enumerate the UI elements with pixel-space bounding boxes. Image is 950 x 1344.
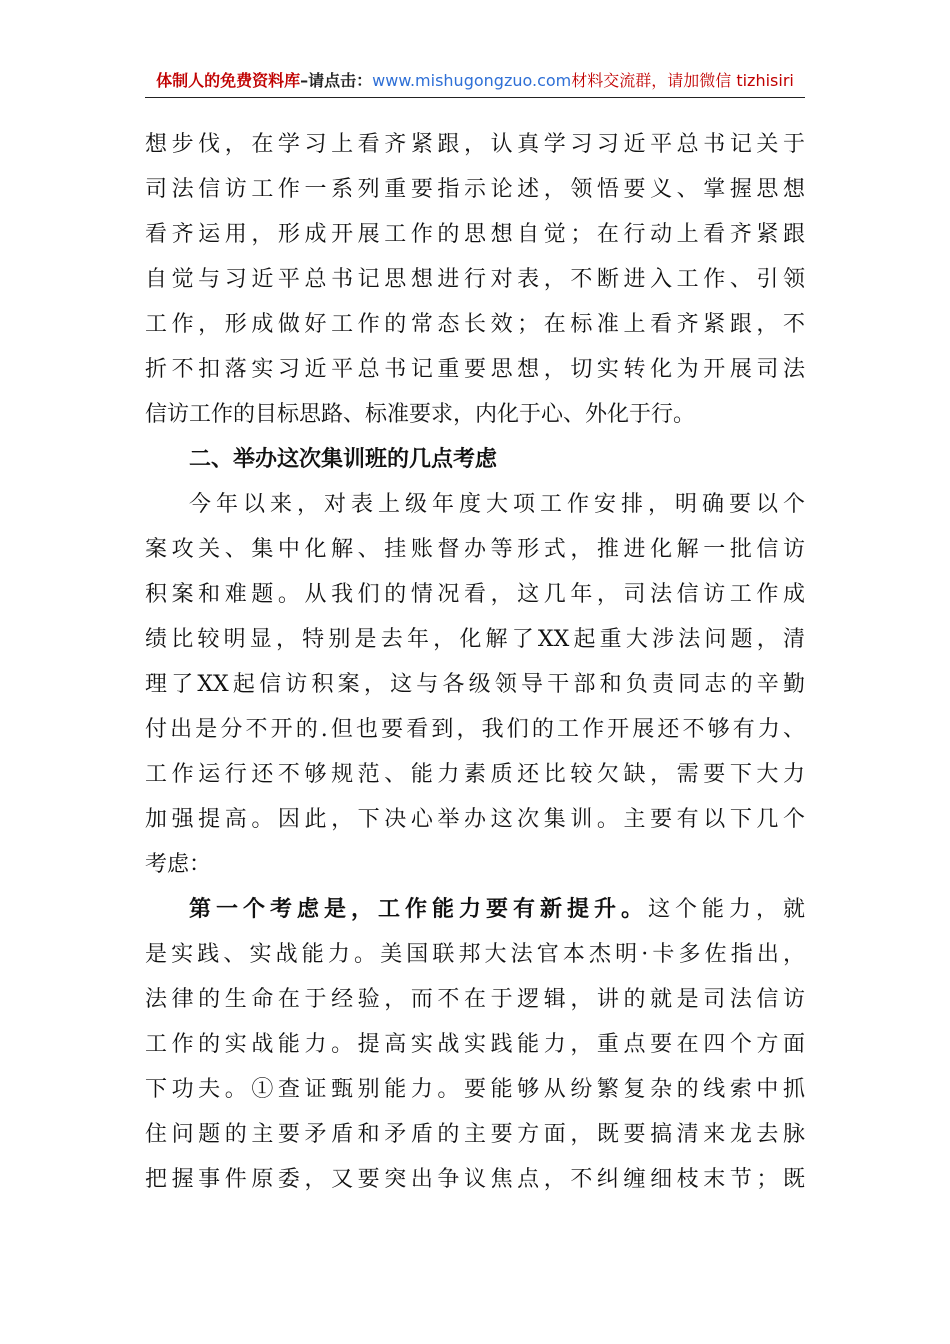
paragraph-line: 今年以来，对表上级年度大项工作安排，明确要以个 — [189, 492, 805, 517]
paragraph-line: 加强提高。因此，下决心举办这次集训。主要有以下几个 — [145, 807, 805, 832]
document-body — [145, 122, 805, 1202]
paragraph-line: 是实践、实战能力。美国联邦大法官本杰明·卡多佐指出， — [145, 942, 805, 967]
bold-lead: 第一个考虑是，工作能力要有新提升。 — [189, 897, 648, 922]
paragraph-line: 案攻关、集中化解、挂账督办等形式，推进化解一批信访 — [145, 537, 805, 562]
header-prompt: –请点击： — [300, 71, 373, 90]
body-line: 想步伐，在学习上看齐紧跟，认真学习习近平总书记关于 — [145, 132, 805, 157]
paragraph-line: 下功夫。①查证甄别能力。要能够从纷繁复杂的线索中抓 — [145, 1077, 805, 1102]
body-line: 自觉与习近平总书记思想进行对表，不断进入工作、引领 — [145, 267, 805, 292]
section-heading: 二、举办这次集训班的几点考虑 — [189, 447, 498, 472]
header-url-link[interactable]: www.mishugongzuo.com — [372, 71, 572, 90]
body-line: 信访工作的目标思路、标准要求，内化于心、外化于行。 — [145, 402, 696, 427]
header-brand: 体制人的免费资料库 — [156, 71, 301, 90]
paragraph-line: 考虑： — [145, 852, 212, 877]
paragraph-first-line — [145, 887, 805, 932]
paragraph-line: 积案和难题。从我们的情况看，这几年，司法信访工作成 — [145, 582, 805, 607]
paragraph-line: 把握事件原委，又要突出争议焦点，不纠缠细枝末节；既 — [145, 1167, 805, 1192]
paragraph-line: 付出是分不开的.但也要看到，我们的工作开展还不够有力、 — [145, 717, 805, 742]
page-header — [145, 64, 805, 98]
body-line: 工作，形成做好工作的常态长效；在标准上看齐紧跟，不 — [145, 312, 805, 337]
paragraph-line: 法律的生命在于经验，而不在于逻辑，讲的就是司法信访 — [145, 987, 805, 1012]
body-line: 折不扣落实习近平总书记重要思想，切实转化为开展司法 — [145, 357, 805, 382]
body-line: 司法信访工作一系列重要指示论述，领悟要义、掌握思想 — [145, 177, 805, 202]
lead-rest: 这个能力，就 — [647, 897, 805, 922]
body-line: 看齐运用，形成开展工作的思想自觉；在行动上看齐紧跟 — [145, 222, 805, 247]
header-contact: 材料交流群，请加微信 tizhisiri — [571, 71, 794, 90]
paragraph-line: 工作运行还不够规范、能力素质还比较欠缺，需要下大力 — [145, 762, 805, 787]
paragraph-line: 住问题的主要矛盾和矛盾的主要方面，既要搞清来龙去脉 — [145, 1122, 805, 1147]
paragraph-line: 工作的实战能力。提高实战实践能力，重点要在四个方面 — [145, 1032, 805, 1057]
paragraph-line: 理了XX起信访积案，这与各级领导干部和负责同志的辛勤 — [145, 672, 805, 697]
paragraph-line: 绩比较明显，特别是去年，化解了XX起重大涉法问题，清 — [145, 627, 805, 652]
